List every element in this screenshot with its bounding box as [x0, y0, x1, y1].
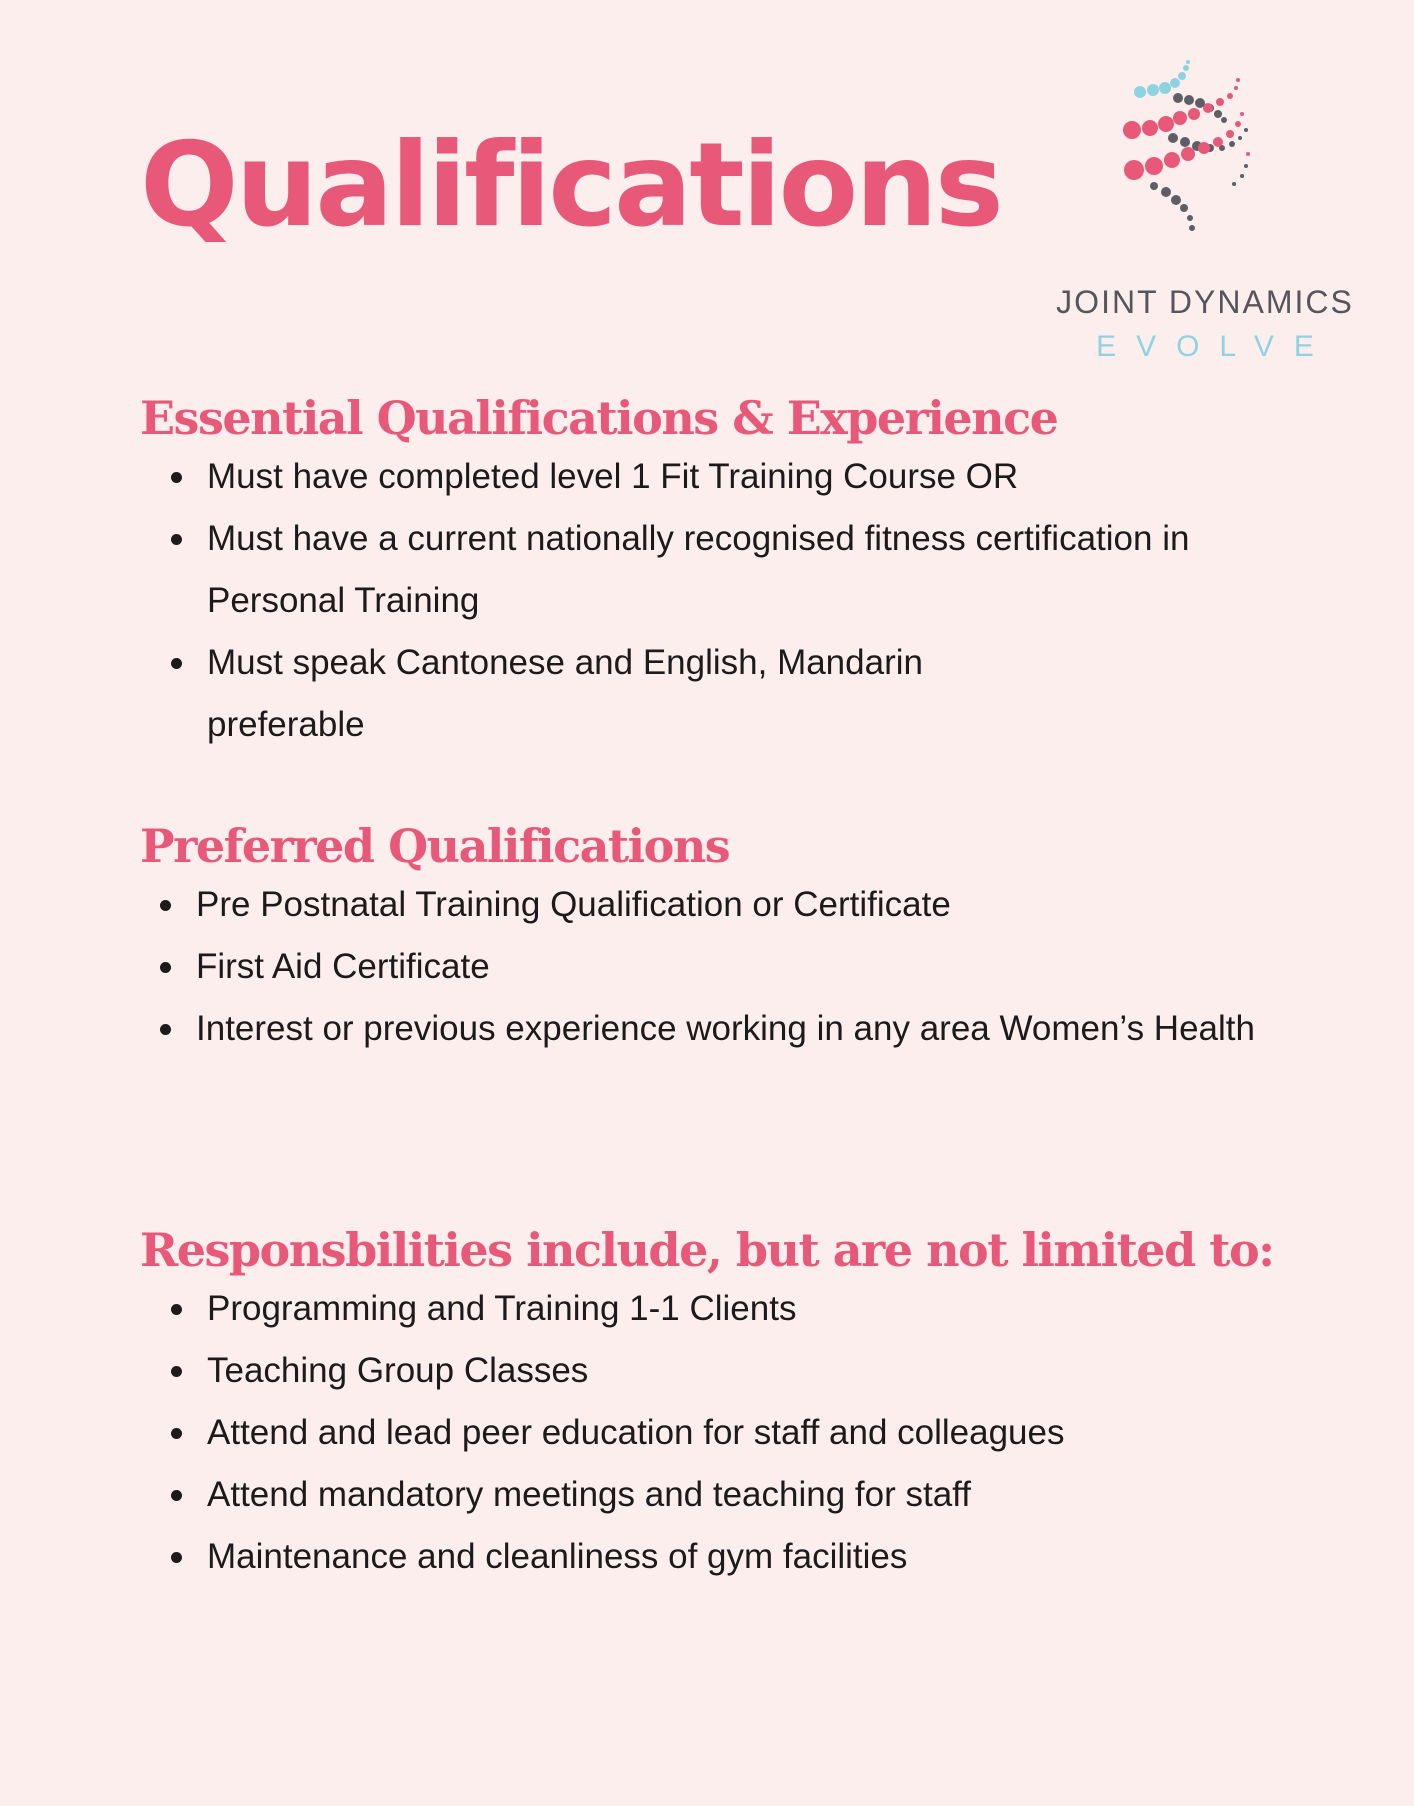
section-heading-preferred: Preferred Qualifications: [140, 819, 730, 873]
logo-dot: [1216, 98, 1224, 106]
logo-dot: [1158, 116, 1174, 132]
bullet-icon: [171, 1304, 182, 1315]
essential-list: [207, 446, 1207, 756]
bullet-icon: [171, 472, 182, 483]
logo-dot: [1142, 120, 1158, 136]
section-heading-responsibilities: Responsbilities include, but are not limited to:: [140, 1223, 1274, 1277]
logo-dot: [1234, 86, 1238, 90]
section-heading-essential: Essential Qualifications & Experience: [140, 391, 1058, 445]
logo-dot: [1246, 152, 1250, 156]
logo-dot: [1168, 133, 1178, 143]
logo-dot: [1184, 95, 1194, 105]
logo-dot: [1232, 182, 1236, 186]
list-item-text: Programming and Training 1-1 Clients: [207, 1289, 797, 1328]
logo-dot: [1180, 204, 1188, 212]
bullet-icon: [171, 1366, 182, 1377]
logo-dot: [1145, 157, 1163, 175]
list-item: [207, 1402, 1357, 1464]
logo-dot: [1227, 93, 1233, 99]
logo-dot: [1161, 187, 1171, 197]
list-item-text: Teaching Group Classes: [207, 1351, 589, 1390]
list-item-text: First Aid Certificate: [196, 947, 490, 986]
list-item-text: Interest or previous experience working in any area Women’s Health: [196, 1009, 1255, 1048]
logo-dot: [1187, 215, 1193, 221]
preferred-list: [196, 874, 1414, 1060]
responsibilities-list: [207, 1278, 1357, 1588]
list-item: [207, 508, 1207, 632]
list-item: [207, 446, 1207, 508]
list-item-text: Must have completed level 1 Fit Training Course OR: [207, 457, 1019, 496]
responsibilities-section: [140, 1222, 1414, 1588]
list-item: [207, 1340, 1357, 1402]
list-item: [207, 632, 1067, 756]
bullet-icon: [160, 900, 171, 911]
logo-dot: [1150, 182, 1158, 190]
logo-dot: [1178, 72, 1186, 80]
logo-dot: [1221, 117, 1227, 123]
logo-dot: [1171, 195, 1181, 205]
logo-dot: [1159, 82, 1171, 94]
logo-dot: [1180, 137, 1190, 147]
logo-dot: [1123, 121, 1141, 139]
list-item-text: Attend mandatory meetings and teaching for staff: [207, 1475, 971, 1514]
logo-dot: [1170, 78, 1180, 88]
essential-qualifications-section: [140, 390, 1414, 756]
logo-dot: [1240, 174, 1244, 178]
dotted-spine-logo-icon: [1118, 58, 1288, 258]
list-item-text: Maintenance and cleanliness of gym facilities: [207, 1537, 908, 1576]
logo-name: JOINT DYNAMICS: [1056, 284, 1354, 320]
logo-dot: [1134, 86, 1146, 98]
logo-dot: [1244, 164, 1248, 168]
logo-dot: [1226, 130, 1234, 138]
logo-dot: [1214, 110, 1222, 118]
logo-dot: [1124, 160, 1144, 180]
logo-dot: [1229, 141, 1235, 147]
logo-dot: [1186, 60, 1190, 64]
page-title: Qualifications: [140, 118, 1001, 253]
logo-dot: [1189, 225, 1195, 231]
logo-dot: [1188, 108, 1200, 120]
logo-subtitle: EVOLVE: [1096, 330, 1334, 363]
list-item: [196, 998, 1414, 1060]
bullet-icon: [171, 1490, 182, 1501]
logo-dot: [1213, 137, 1223, 147]
logo-dot: [1198, 142, 1210, 154]
list-item: [196, 936, 1414, 998]
logo-dot: [1238, 136, 1242, 140]
bullet-icon: [171, 1428, 182, 1439]
logo-dot: [1244, 128, 1248, 132]
bullet-icon: [171, 658, 182, 669]
logo-dot: [1236, 78, 1240, 82]
preferred-qualifications-section: [140, 818, 1414, 1060]
logo-dot: [1203, 103, 1213, 113]
list-item: [207, 1464, 1357, 1526]
logo-dot: [1181, 147, 1195, 161]
logo-dot: [1240, 112, 1244, 116]
logo-dot: [1173, 93, 1183, 103]
logo-dot: [1173, 111, 1187, 125]
list-item: [196, 874, 1414, 936]
logo-dot: [1183, 65, 1189, 71]
list-item-text: Must have a current nationally recognised fitness certification in Personal Training: [207, 519, 1190, 620]
list-item-text: Must speak Cantonese and English, Mandarin preferable: [207, 643, 923, 744]
company-logo: [1050, 58, 1360, 368]
bullet-icon: [160, 1024, 171, 1035]
list-item: [207, 1526, 1357, 1588]
bullet-icon: [171, 1552, 182, 1563]
list-item-text: Pre Postnatal Training Qualification or Certificate: [196, 885, 951, 924]
bullet-icon: [160, 962, 171, 973]
logo-dot: [1235, 121, 1241, 127]
logo-dot: [1164, 152, 1180, 168]
list-item: [207, 1278, 1357, 1340]
list-item-text: Attend and lead peer education for staff and colleagues: [207, 1413, 1065, 1452]
bullet-icon: [171, 534, 182, 545]
logo-dot: [1147, 84, 1159, 96]
